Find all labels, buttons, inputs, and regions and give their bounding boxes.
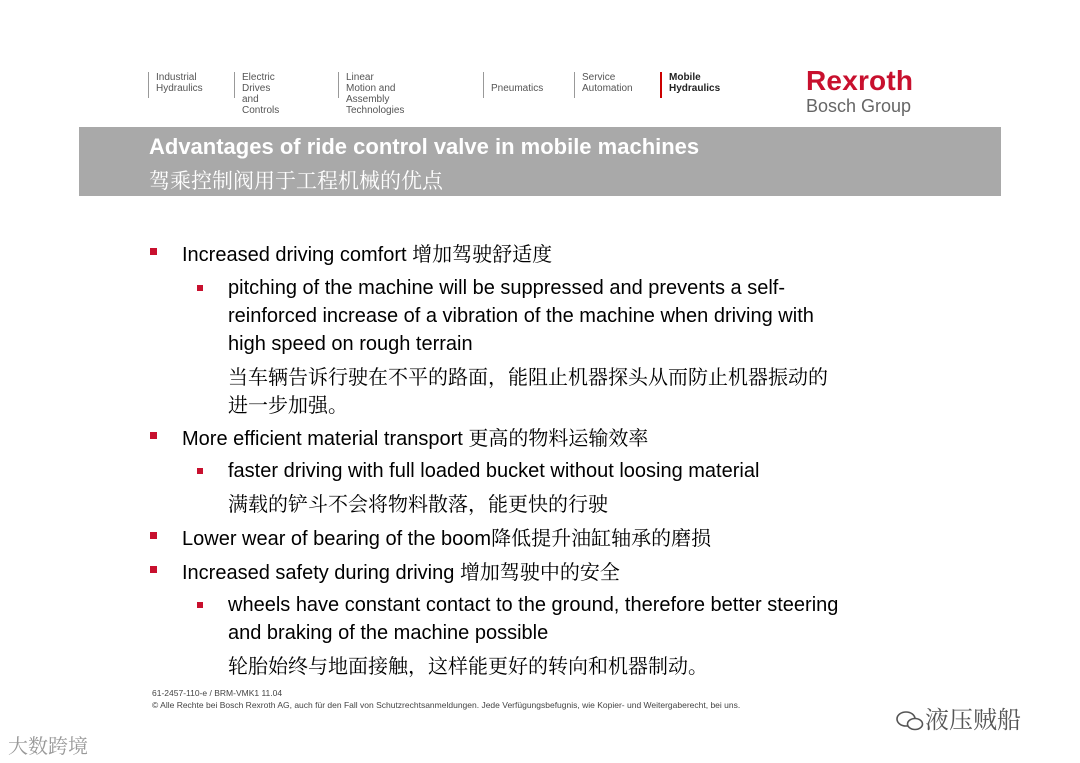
sub-bullet-marker	[197, 285, 203, 291]
bullet-en: Increased driving comfort	[182, 244, 413, 266]
wechat-icon	[895, 710, 925, 732]
doc-code: 61-2457-110-e / BRM-VMK1 11.04	[152, 688, 283, 698]
bullet-wear	[182, 526, 711, 551]
sub-bullet-zh: 进一步加强。	[228, 393, 348, 417]
rexroth-logo	[806, 66, 913, 116]
title-chinese: 驾乘控制阀用于工程机械的优点	[149, 169, 443, 193]
bullet-en: Lower wear of bearing of the boom	[182, 528, 492, 550]
bullet-transport	[182, 426, 648, 451]
watermark-left-text: 大数跨境	[8, 734, 88, 758]
sub-bullet-text: pitching of the machine will be suppressed and prevents a self-	[228, 277, 785, 299]
bullet-comfort	[182, 242, 552, 267]
sub-bullet-text: wheels have constant contact to the ground, therefore better steering	[228, 594, 839, 616]
bullet-en: Increased safety during driving	[182, 562, 460, 584]
logo-main-text: Rexroth	[806, 65, 914, 96]
bullet-zh: 更高的物料运输效率	[468, 426, 649, 450]
nav-industrial-hydraulics[interactable]: Industrial Hydraulics	[148, 72, 203, 98]
logo-sub-text: Bosch Group	[806, 96, 912, 116]
watermark-right	[895, 700, 1021, 735]
nav-linear-motion[interactable]: Linear Motion and Assembly Technologies	[338, 72, 404, 98]
bullet-en: More efficient material transport	[182, 428, 469, 450]
title-bar	[79, 127, 1001, 196]
sub-bullet-text: faster driving with full loaded bucket without loosing material	[228, 460, 760, 482]
bullet-marker	[150, 248, 157, 255]
nav-pneumatics[interactable]: Pneumatics	[483, 72, 543, 98]
bullet-zh: 降低提升油缸轴承的磨损	[491, 526, 712, 550]
bullet-zh: 增加驾驶中的安全	[459, 560, 620, 584]
sub-bullet-marker	[197, 602, 203, 608]
bullet-safety	[182, 560, 620, 585]
bullet-marker	[150, 566, 157, 573]
sub-bullet-zh: 轮胎始终与地面接触，这样能更好的转向和机器制动。	[228, 654, 708, 678]
sub-bullet-text: and braking of the machine possible	[228, 622, 549, 644]
sub-bullet-text: high speed on rough terrain	[228, 333, 473, 355]
watermark-right-text: 液压贼船	[925, 706, 1021, 734]
bullet-zh: 增加驾驶舒适度	[412, 242, 553, 266]
nav-mobile-hydraulics[interactable]: Mobile Hydraulics	[660, 72, 720, 98]
nav-electric-drives[interactable]: Electric Drives and Controls	[234, 72, 279, 98]
title-english: Advantages of ride control valve in mobile machines	[149, 134, 700, 159]
watermark-left	[8, 730, 88, 759]
bullet-marker	[150, 532, 157, 539]
sub-bullet-zh: 当车辆告诉行驶在不平的路面，能阻止机器探头从而防止机器振动的	[228, 365, 828, 389]
sub-bullet-text: reinforced increase of a vibration of the machine when driving with	[228, 305, 814, 327]
bullet-marker	[150, 432, 157, 439]
sub-bullet-marker	[197, 468, 203, 474]
nav-service-automation[interactable]: Service Automation	[574, 72, 633, 98]
copyright: © Alle Rechte bei Bosch Rexroth AG, auch für den Fall von Schutzrechtsanmeldungen. Jede Verfügungsbefugnis, wie Kopier- und Weitergaberecht, bei uns.	[152, 700, 741, 710]
sub-bullet-zh: 满载的铲斗不会将物料散落，能更快的行驶	[228, 492, 608, 516]
